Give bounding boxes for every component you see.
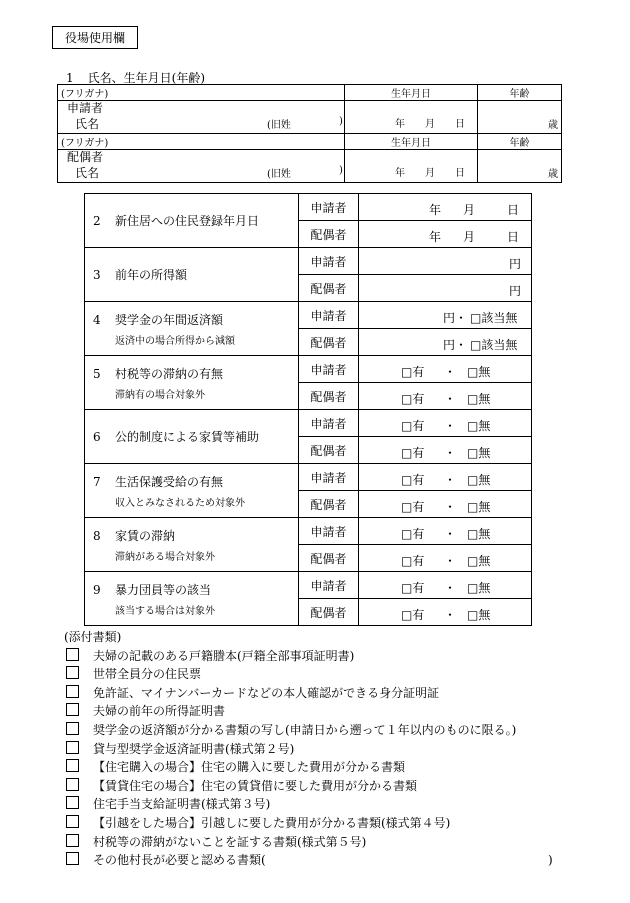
person-table (57, 84, 562, 183)
checkbox[interactable] (66, 648, 79, 661)
checkbox[interactable] (66, 685, 79, 698)
item-8-applicant-field[interactable]: □有 ・ □無 (359, 518, 532, 545)
item-7-spouse-field[interactable]: □有 ・ □無 (359, 491, 532, 518)
age-header: 年齢 (478, 134, 562, 150)
checkbox[interactable] (66, 852, 79, 865)
attachment-item: その他村長が必要と認める書類( ) (66, 851, 516, 870)
attachment-item: 【住宅購入の場合】住宅の購入に要した費用が分かる書類 (66, 758, 516, 777)
attachment-item: 世帯全員分の住民票 (66, 665, 516, 684)
item-9-spouse-field[interactable]: □有 ・ □無 (359, 599, 532, 626)
item-row (85, 302, 532, 329)
checkbox[interactable] (66, 666, 79, 679)
attachment-item: 【賃貸住宅の場合】住宅の賃貸借に要した費用が分かる書類 (66, 777, 516, 796)
item-row (85, 518, 532, 545)
attachment-item: 免許証、マイナンバーカードなどの本人確認ができる身分証明証 (66, 684, 516, 703)
checkbox[interactable] (66, 722, 79, 735)
item-row (85, 194, 532, 221)
birth-header: 生年月日 (345, 85, 478, 101)
item-label-6: 6 公的制度による家賃等補助 (85, 410, 299, 464)
item-4-spouse-field[interactable]: 円・ □該当無 (359, 329, 532, 356)
attachment-item: 村税等の滞納がないことを証する書類(様式第５号) (66, 833, 516, 852)
item-label-3: 3 前年の所得額 (85, 248, 299, 302)
item-4-applicant-field[interactable]: 円・ □該当無 (359, 302, 532, 329)
item-row (85, 572, 532, 599)
applicant-birthdate-field[interactable]: 年 月 日 (345, 101, 478, 134)
spouse-label: 配偶者 (299, 275, 359, 302)
applicant-age-field[interactable]: 歳 (478, 101, 562, 134)
item-label-2: 2 新住居への住民登録年月日 (85, 194, 299, 248)
attachments-list (64, 628, 553, 870)
applicant-label: 申請者 (299, 194, 359, 221)
item-label-4: 4 奨学金の年間返済額 返済中の場合所得から減額 (85, 302, 299, 356)
birth-header: 生年月日 (345, 134, 478, 150)
item-2-spouse-field[interactable]: 年 月 日 (359, 221, 532, 248)
checkbox[interactable] (66, 703, 79, 716)
item-9-applicant-field[interactable]: □有 ・ □無 (359, 572, 532, 599)
spouse-label: 配偶者 (299, 383, 359, 410)
spouse-name-field[interactable]: 配偶者 氏名 (旧姓 ) (58, 150, 345, 183)
spouse-birthdate-field[interactable]: 年 月 日 (345, 150, 478, 183)
attachment-item: 住宅手当支給証明書(様式第３号) (66, 795, 516, 814)
spouse-label: 配偶者 (299, 221, 359, 248)
applicant-furigana-field[interactable]: (フリガナ) (58, 85, 345, 101)
item-8-spouse-field[interactable]: □有 ・ □無 (359, 545, 532, 572)
spouse-label: 配偶者 (299, 329, 359, 356)
item-5-spouse-field[interactable]: □有 ・ □無 (359, 383, 532, 410)
item-label-7: 7 生活保護受給の有無 収入とみなされるため対象外 (85, 464, 299, 518)
attachments-title: (添付書類) (64, 630, 122, 644)
section-1-title: 1 氏名、生年月日(年齢) (66, 71, 206, 85)
spouse-furigana-field[interactable]: (フリガナ) (58, 134, 345, 150)
spouse-label: 配偶者 (299, 437, 359, 464)
checkbox[interactable] (66, 834, 79, 847)
checkbox[interactable] (66, 778, 79, 791)
item-label-8: 8 家賃の滞納 滞納がある場合対象外 (85, 518, 299, 572)
item-5-applicant-field[interactable]: □有 ・ □無 (359, 356, 532, 383)
item-3-spouse-field[interactable]: 円 (359, 275, 532, 302)
spouse-label: 配偶者 (299, 599, 359, 626)
attachment-item: 貸与型奨学金返済証明書(様式第２号) (66, 740, 516, 759)
attachment-item: 夫婦の前年の所得証明書 (66, 702, 516, 721)
checkbox[interactable] (66, 815, 79, 828)
item-row (85, 356, 532, 383)
item-2-applicant-field[interactable]: 年 月 日 (359, 194, 532, 221)
attachment-item: 奨学金の返済額が分かる書類の写し(申請日から遡って１年以内のものに限る。) (66, 721, 516, 740)
age-header: 年齢 (478, 85, 562, 101)
spouse-label: 配偶者 (299, 491, 359, 518)
item-row (85, 248, 532, 275)
office-use-box: 役場使用欄 (52, 26, 138, 49)
item-label-9: 9 暴力団員等の該当 該当する場合は対象外 (85, 572, 299, 626)
items-table (84, 193, 532, 626)
attachment-item: 夫婦の記載のある戸籍謄本(戸籍全部事項証明書) (66, 647, 516, 666)
applicant-label: 申請者 (299, 518, 359, 545)
applicant-label: 申請者 (299, 410, 359, 437)
applicant-label: 申請者 (299, 464, 359, 491)
applicant-name-field[interactable]: 申請者 氏名 (旧姓 ) (58, 101, 345, 134)
item-row (85, 464, 532, 491)
item-6-spouse-field[interactable]: □有 ・ □無 (359, 437, 532, 464)
item-row (85, 410, 532, 437)
applicant-label: 申請者 (299, 302, 359, 329)
attachment-item: 【引越をした場合】引越しに要した費用が分かる書類(様式第４号) (66, 814, 516, 833)
item-3-applicant-field[interactable]: 円 (359, 248, 532, 275)
applicant-label: 申請者 (299, 356, 359, 383)
applicant-label: 申請者 (299, 248, 359, 275)
checkbox[interactable] (66, 741, 79, 754)
checkbox[interactable] (66, 759, 79, 772)
spouse-label: 配偶者 (299, 545, 359, 572)
checkbox[interactable] (66, 796, 79, 809)
item-7-applicant-field[interactable]: □有 ・ □無 (359, 464, 532, 491)
item-label-5: 5 村税等の滞納の有無 滞納有の場合対象外 (85, 356, 299, 410)
applicant-label: 申請者 (299, 572, 359, 599)
spouse-age-field[interactable]: 歳 (478, 150, 562, 183)
item-6-applicant-field[interactable]: □有 ・ □無 (359, 410, 532, 437)
